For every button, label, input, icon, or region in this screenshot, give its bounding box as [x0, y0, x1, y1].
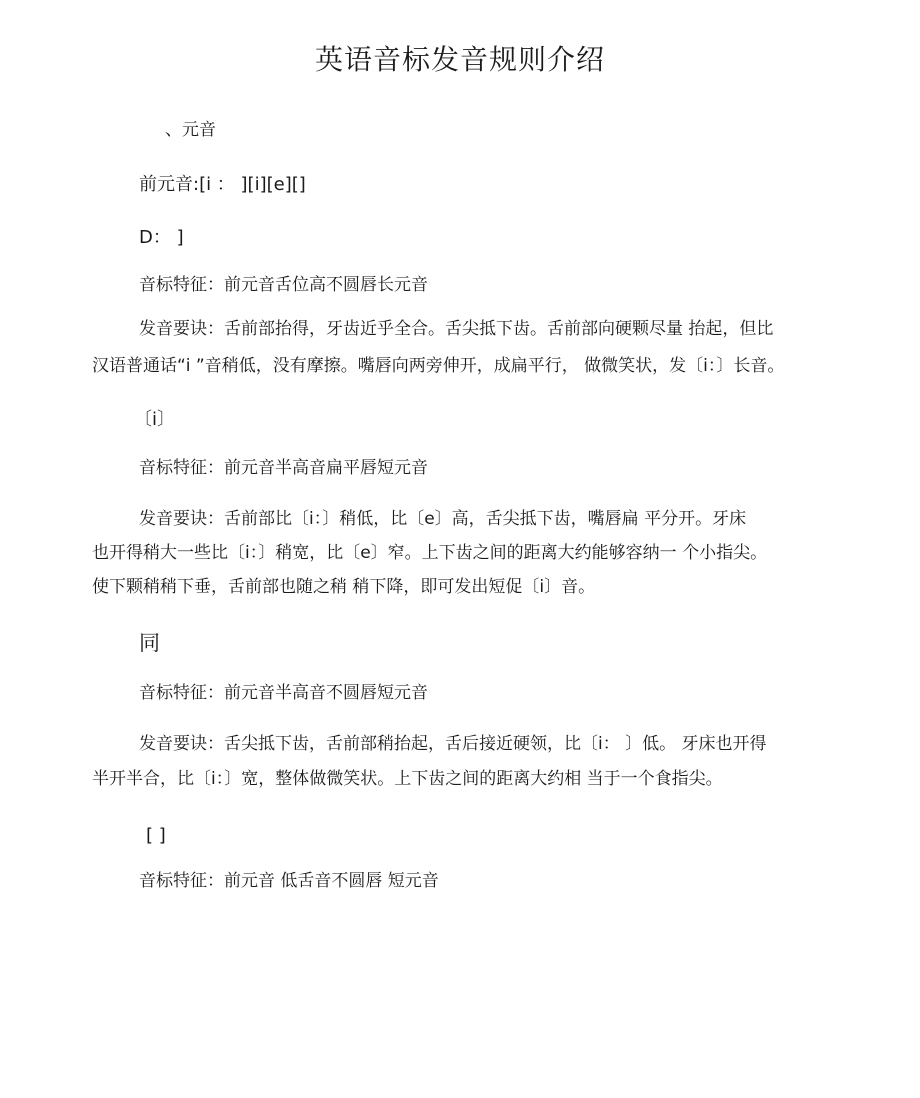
feature-text-1: 音标特征：前元音舌位高不圆唇长元音	[139, 275, 428, 295]
document-title: 英语音标发音规则介绍	[314, 43, 605, 76]
feature-text-3: 音标特征：前元音半高音不圆唇短元音	[139, 683, 428, 703]
tip-text-1-line-2: 汉语普通话“i ”音稍低，没有摩擦。嘴唇向两旁伸开，成扁平行， 做微笑状，发〔i：〕长音。	[92, 356, 785, 376]
tip-text-1-line-1: 发音要诀：舌前部抬得，牙齿近乎全合。舌尖抵下齿。舌前部向硬颗尽量 抬起，但比	[139, 319, 774, 339]
tip-text-2-line-1: 发音要诀：舌前部比〔i：〕稍低，比〔e〕高，舌尖抵下齿，嘴唇扁 平分开。牙床	[139, 509, 747, 529]
tip-text-2-line-3: 使下颗稍稍下垂，舌前部也随之稍 稍下降，即可发出短促〔i〕音。	[92, 577, 596, 597]
front-vowels-line: 前元音:[i ： ][i][e][]	[139, 174, 306, 195]
section-heading: 、元音	[165, 120, 216, 140]
feature-text-2: 音标特征：前元音半高音扁平唇短元音	[139, 458, 428, 478]
tip-text-2-line-2: 也开得稍大一些比〔i：〕稍宽，比〔e〕窄。上下齿之间的距离大约能够容纳一 个小指尖。	[92, 543, 768, 563]
feature-text-4: 音标特征：前元音 低舌音不圆唇 短元音	[139, 871, 439, 891]
phonetic-symbol-ae: [ ]	[146, 825, 166, 846]
phonetic-symbol-d: D： ]	[139, 227, 184, 248]
phonetic-symbol-e: 同	[139, 631, 160, 655]
tip-text-3-line-1: 发音要诀：舌尖抵下齿，舌前部稍抬起，舌后接近硬领，比〔i： 〕低。 牙床也开得	[139, 734, 767, 754]
phonetic-symbol-i: 〔i〕	[134, 409, 176, 430]
tip-text-3-line-2: 半开半合，比〔i：〕宽，整体做微笑状。上下齿之间的距离大约相 当于一个食指尖。	[92, 769, 723, 789]
